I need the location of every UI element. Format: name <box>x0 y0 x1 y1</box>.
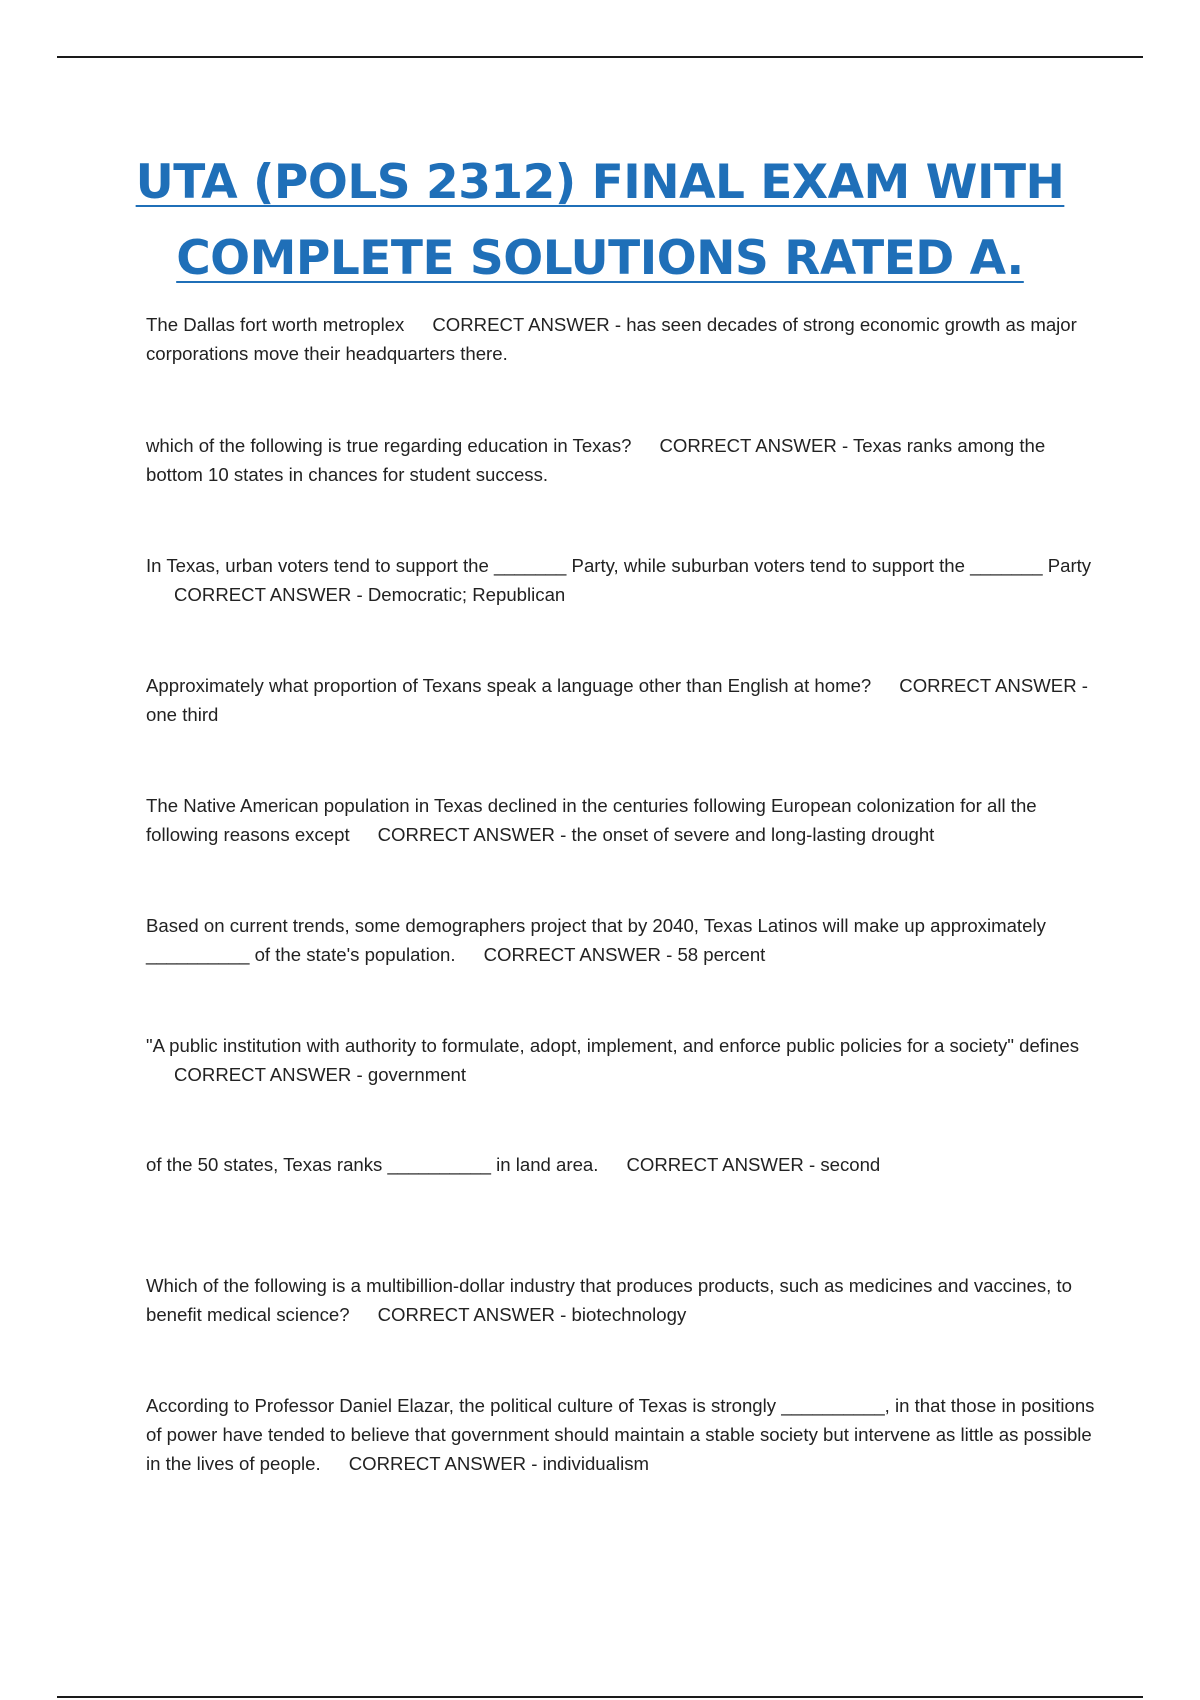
qa-item <box>146 911 1096 969</box>
question-text: which of the following is true regarding education in Texas? <box>146 435 632 456</box>
question-text: Approximately what proportion of Texans speak a language other than English at home? <box>146 675 872 696</box>
qa-item <box>146 791 1096 849</box>
question-text: Which of the following is a multibillion-dollar industry that produces products, such as medicines and vaccines, to benefit medical science? <box>146 1275 1073 1325</box>
answer-label: CORRECT ANSWER - <box>899 675 1088 696</box>
answer-label: CORRECT ANSWER - <box>432 314 627 335</box>
answer-label: CORRECT ANSWER - <box>348 1453 543 1474</box>
qa-item <box>146 671 1096 729</box>
answer-text: has seen decades of strong economic growth as major corporations move their headquarters there. <box>146 314 1077 364</box>
answer-text: government <box>367 1064 467 1085</box>
answer-text: one third <box>146 704 219 725</box>
qa-item <box>146 1031 1096 1089</box>
question-text: According to Professor Daniel Elazar, the political culture of Texas is strongly __________, in that those in positions of power have tended to believe that government should maintain a stable society but intervene as little as possible in the lives of people. <box>146 1395 1095 1474</box>
top-rule <box>57 56 1143 58</box>
answer-text: 58 percent <box>677 944 766 965</box>
answer-label: CORRECT ANSWER - <box>483 944 678 965</box>
answer-label: CORRECT ANSWER - <box>626 1154 821 1175</box>
qa-item <box>146 551 1096 609</box>
answer-label: CORRECT ANSWER - <box>659 435 853 456</box>
answer-label: CORRECT ANSWER - <box>377 1304 572 1325</box>
question-text: of the 50 states, Texas ranks __________ in land area. <box>146 1154 599 1175</box>
answer-text: Texas ranks among the bottom 10 states in chances for student success. <box>146 435 1046 485</box>
document-title: UTA (POLS 2312) FINAL EXAM WITH COMPLETE SOLUTIONS RATED A. <box>135 155 1065 286</box>
answer-text: Democratic; Republican <box>367 584 566 605</box>
answer-label: CORRECT ANSWER - <box>174 584 368 605</box>
question-text: Based on current trends, some demographers project that by 2040, Texas Latinos will make up approximately __________ of the state's population. <box>146 915 1046 965</box>
answer-label: CORRECT ANSWER - <box>174 1064 368 1085</box>
bottom-rule <box>57 1696 1143 1698</box>
qa-item <box>146 1150 1096 1179</box>
question-text: "A public institution with authority to formulate, adopt, implement, and enforce public policies for a society" defines <box>146 1035 1080 1056</box>
qa-item <box>146 310 1096 368</box>
answer-label: CORRECT ANSWER - <box>377 824 572 845</box>
qa-item <box>146 431 1096 489</box>
answer-text: individualism <box>542 1453 650 1474</box>
question-text: The Dallas fort worth metroplex <box>146 314 405 335</box>
answer-text: second <box>820 1154 881 1175</box>
answer-text: the onset of severe and long-lasting drought <box>571 824 935 845</box>
question-text: The Native American population in Texas declined in the centuries following European colonization for all the following reasons except <box>146 795 1037 845</box>
answer-text: biotechnology <box>571 1304 687 1325</box>
qa-item <box>146 1271 1096 1329</box>
qa-item <box>146 1391 1096 1478</box>
question-text: In Texas, urban voters tend to support the _______ Party, while suburban voters tend to support the _______ Party <box>146 555 1092 576</box>
